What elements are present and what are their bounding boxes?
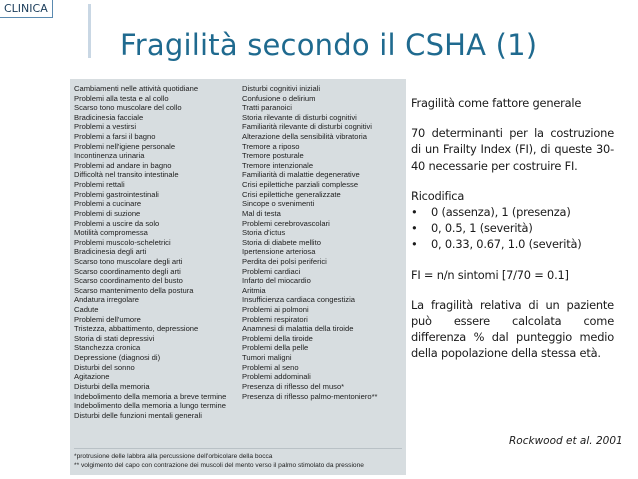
- table-item: Insufficienza cardiaca congestizia: [242, 295, 355, 305]
- section-tag: CLINICA: [0, 0, 53, 18]
- table-item: Problemi alla testa e al collo: [74, 93, 169, 103]
- table-item: Storia d'ictus: [242, 228, 286, 238]
- table-item: Problemi muscolo-scheletrici: [74, 237, 171, 247]
- table-item: Problemi rettali: [74, 180, 125, 190]
- slide-title: Fragilità secondo il CSHA (1): [120, 28, 538, 62]
- table-item: Problemi nell'igiene personale: [74, 141, 176, 151]
- table-item: Problemi addominali: [242, 372, 311, 382]
- table-item: Storia di diabete mellito: [242, 237, 321, 247]
- coding-item-text: 0, 0.5, 1 (severità): [431, 221, 533, 236]
- table-item: Presenza di riflesso palmo-mentoniero**: [242, 391, 378, 401]
- table-item: Problemi respiratori: [242, 314, 308, 324]
- table-item: Difficoltà nel transito intestinale: [74, 170, 179, 180]
- table-item: Scarso coordinamento del busto: [74, 276, 183, 286]
- table-item: Tratti paranoici: [242, 103, 292, 113]
- table-item: Mal di testa: [242, 208, 281, 218]
- table-item: Problemi di suzione: [74, 208, 141, 218]
- table-item: Cambiamenti nelle attività quotidiane: [74, 84, 199, 93]
- table-item: Problemi a cucinare: [74, 199, 142, 209]
- table-item: Indebolimento della memoria a breve termine: [74, 391, 227, 401]
- table-item: Indebolimento della memoria a lungo termine: [74, 401, 226, 411]
- table-item: Tumori maligni: [242, 353, 292, 363]
- table-item: Disturbi cognitivi iniziali: [242, 84, 321, 93]
- coding-item-text: 0, 0.33, 0.67, 1.0 (severità): [431, 237, 582, 252]
- table-item: Disturbi delle funzioni mentali generali: [74, 410, 202, 420]
- table-item: Problemi a uscire da solo: [74, 218, 160, 228]
- table-item: Problemi ad andare in bagno: [74, 160, 172, 170]
- coding-title: Ricodifica: [411, 188, 465, 203]
- table-item: Scarso coordinamento degli arti: [74, 266, 181, 276]
- table-item: Sincope o svenimenti: [242, 199, 315, 209]
- table-item: Crisi epilettiche generalizzate: [242, 189, 341, 199]
- table-item: Problemi della pelle: [242, 343, 309, 353]
- table-item: Ipertensione arteriosa: [242, 247, 316, 257]
- table-item: Problemi dell'umore: [74, 314, 141, 324]
- coding-item-text: 0 (assenza), 1 (presenza): [431, 205, 571, 220]
- table-item: Alterazione della sensibilità vibratoria: [242, 132, 367, 142]
- table-item: Presenza di riflesso del muso*: [242, 381, 345, 391]
- table-right-column: [242, 84, 404, 401]
- determinants-text: 70 determinanti per la costruzione di un Frailty Index (FI), di queste 30-40 necessarie per costruire FI.: [411, 126, 614, 173]
- decorative-bar: [88, 4, 91, 58]
- table-item: Disturbi della memoria: [74, 381, 150, 391]
- table-item: Problemi a vestirsi: [74, 122, 137, 132]
- table-item: Problemi cardiaci: [242, 266, 301, 276]
- intro-text: Fragilità come fattore generale: [411, 96, 582, 110]
- table-item: Problemi al seno: [242, 362, 299, 372]
- coding-item: [411, 220, 614, 236]
- citation: Rockwood et al. 2001: [509, 435, 623, 447]
- table-item: Problemi a farsi il bagno: [74, 132, 156, 142]
- table-footnotes: [74, 448, 402, 470]
- relative-frailty-text: La fragilità relativa di un paziente può essere calcolata come differenza % dal punteggio medio della popolazione della stessa età.: [411, 297, 614, 361]
- table-item: Incontinenza urinaria: [74, 151, 145, 161]
- table-item: Bradicinesia facciale: [74, 112, 144, 122]
- formula-text: FI = n/n sintomi [7/70 = 0.1]: [411, 267, 569, 282]
- table-item: Scarso tono muscolare del collo: [74, 103, 182, 113]
- table-item: Familiarità di malattie degenerative: [242, 170, 360, 180]
- coding-item: [411, 236, 614, 252]
- table-item: Depressione (diagnosi di): [74, 353, 161, 363]
- table-item: Stanchezza cronica: [74, 343, 141, 353]
- table-item: Problemi ai polmoni: [242, 305, 309, 315]
- table-item: Crisi epilettiche parziali complesse: [242, 180, 359, 190]
- table-item: Problemi cerebrovascolari: [242, 218, 330, 228]
- determinants-table: [70, 79, 406, 475]
- table-item: Storia rilevante di disturbi cognitivi: [242, 112, 357, 122]
- bullet-icon: •: [411, 221, 418, 236]
- table-item: Andatura irregolare: [74, 295, 140, 305]
- table-item: Tremore a riposo: [242, 141, 300, 151]
- table-item: Cadute: [74, 305, 99, 315]
- side-text-panel: [411, 95, 614, 362]
- table-item: Problemi della tiroide: [242, 333, 313, 343]
- bullet-icon: •: [411, 237, 418, 252]
- coding-item: [411, 204, 614, 220]
- table-item: Tremore posturale: [242, 151, 304, 161]
- table-item: Scarso mantenimento della postura: [74, 285, 194, 295]
- table-item: Anamnesi di malattia della tiroide: [242, 324, 354, 334]
- table-item: Tristezza, abbattimento, depressione: [74, 324, 199, 334]
- footnote-1: *protrusione delle labbra alla percussione dell'orbicolare della bocca: [74, 453, 273, 460]
- table-item: Tremore intenzionale: [242, 160, 314, 170]
- table-item: Aritmia: [242, 285, 266, 295]
- footnote-2: ** volgimento del capo con contrazione dei muscoli del mento verso il palmo stimolato da pressione: [74, 462, 364, 469]
- table-item: Storia di stati depressivi: [74, 333, 155, 343]
- bullet-icon: •: [411, 205, 418, 220]
- table-item: Confusione o delirium: [242, 93, 316, 103]
- table-item: Bradicinesia degli arti: [74, 247, 147, 257]
- table-item: Motilità compromessa: [74, 228, 148, 238]
- table-item: Disturbi del sonno: [74, 362, 135, 372]
- table-item: Infarto del miocardio: [242, 276, 311, 286]
- table-item: Perdita dei polsi periferici: [242, 256, 327, 266]
- table-item: Problemi gastrointestinali: [74, 189, 159, 199]
- table-item: Familiarità rilevante di disturbi cognitivi: [242, 122, 372, 132]
- table-item: Agitazione: [74, 372, 110, 382]
- table-left-column: [74, 84, 239, 420]
- table-item: Scarso tono muscolare degli arti: [74, 256, 183, 266]
